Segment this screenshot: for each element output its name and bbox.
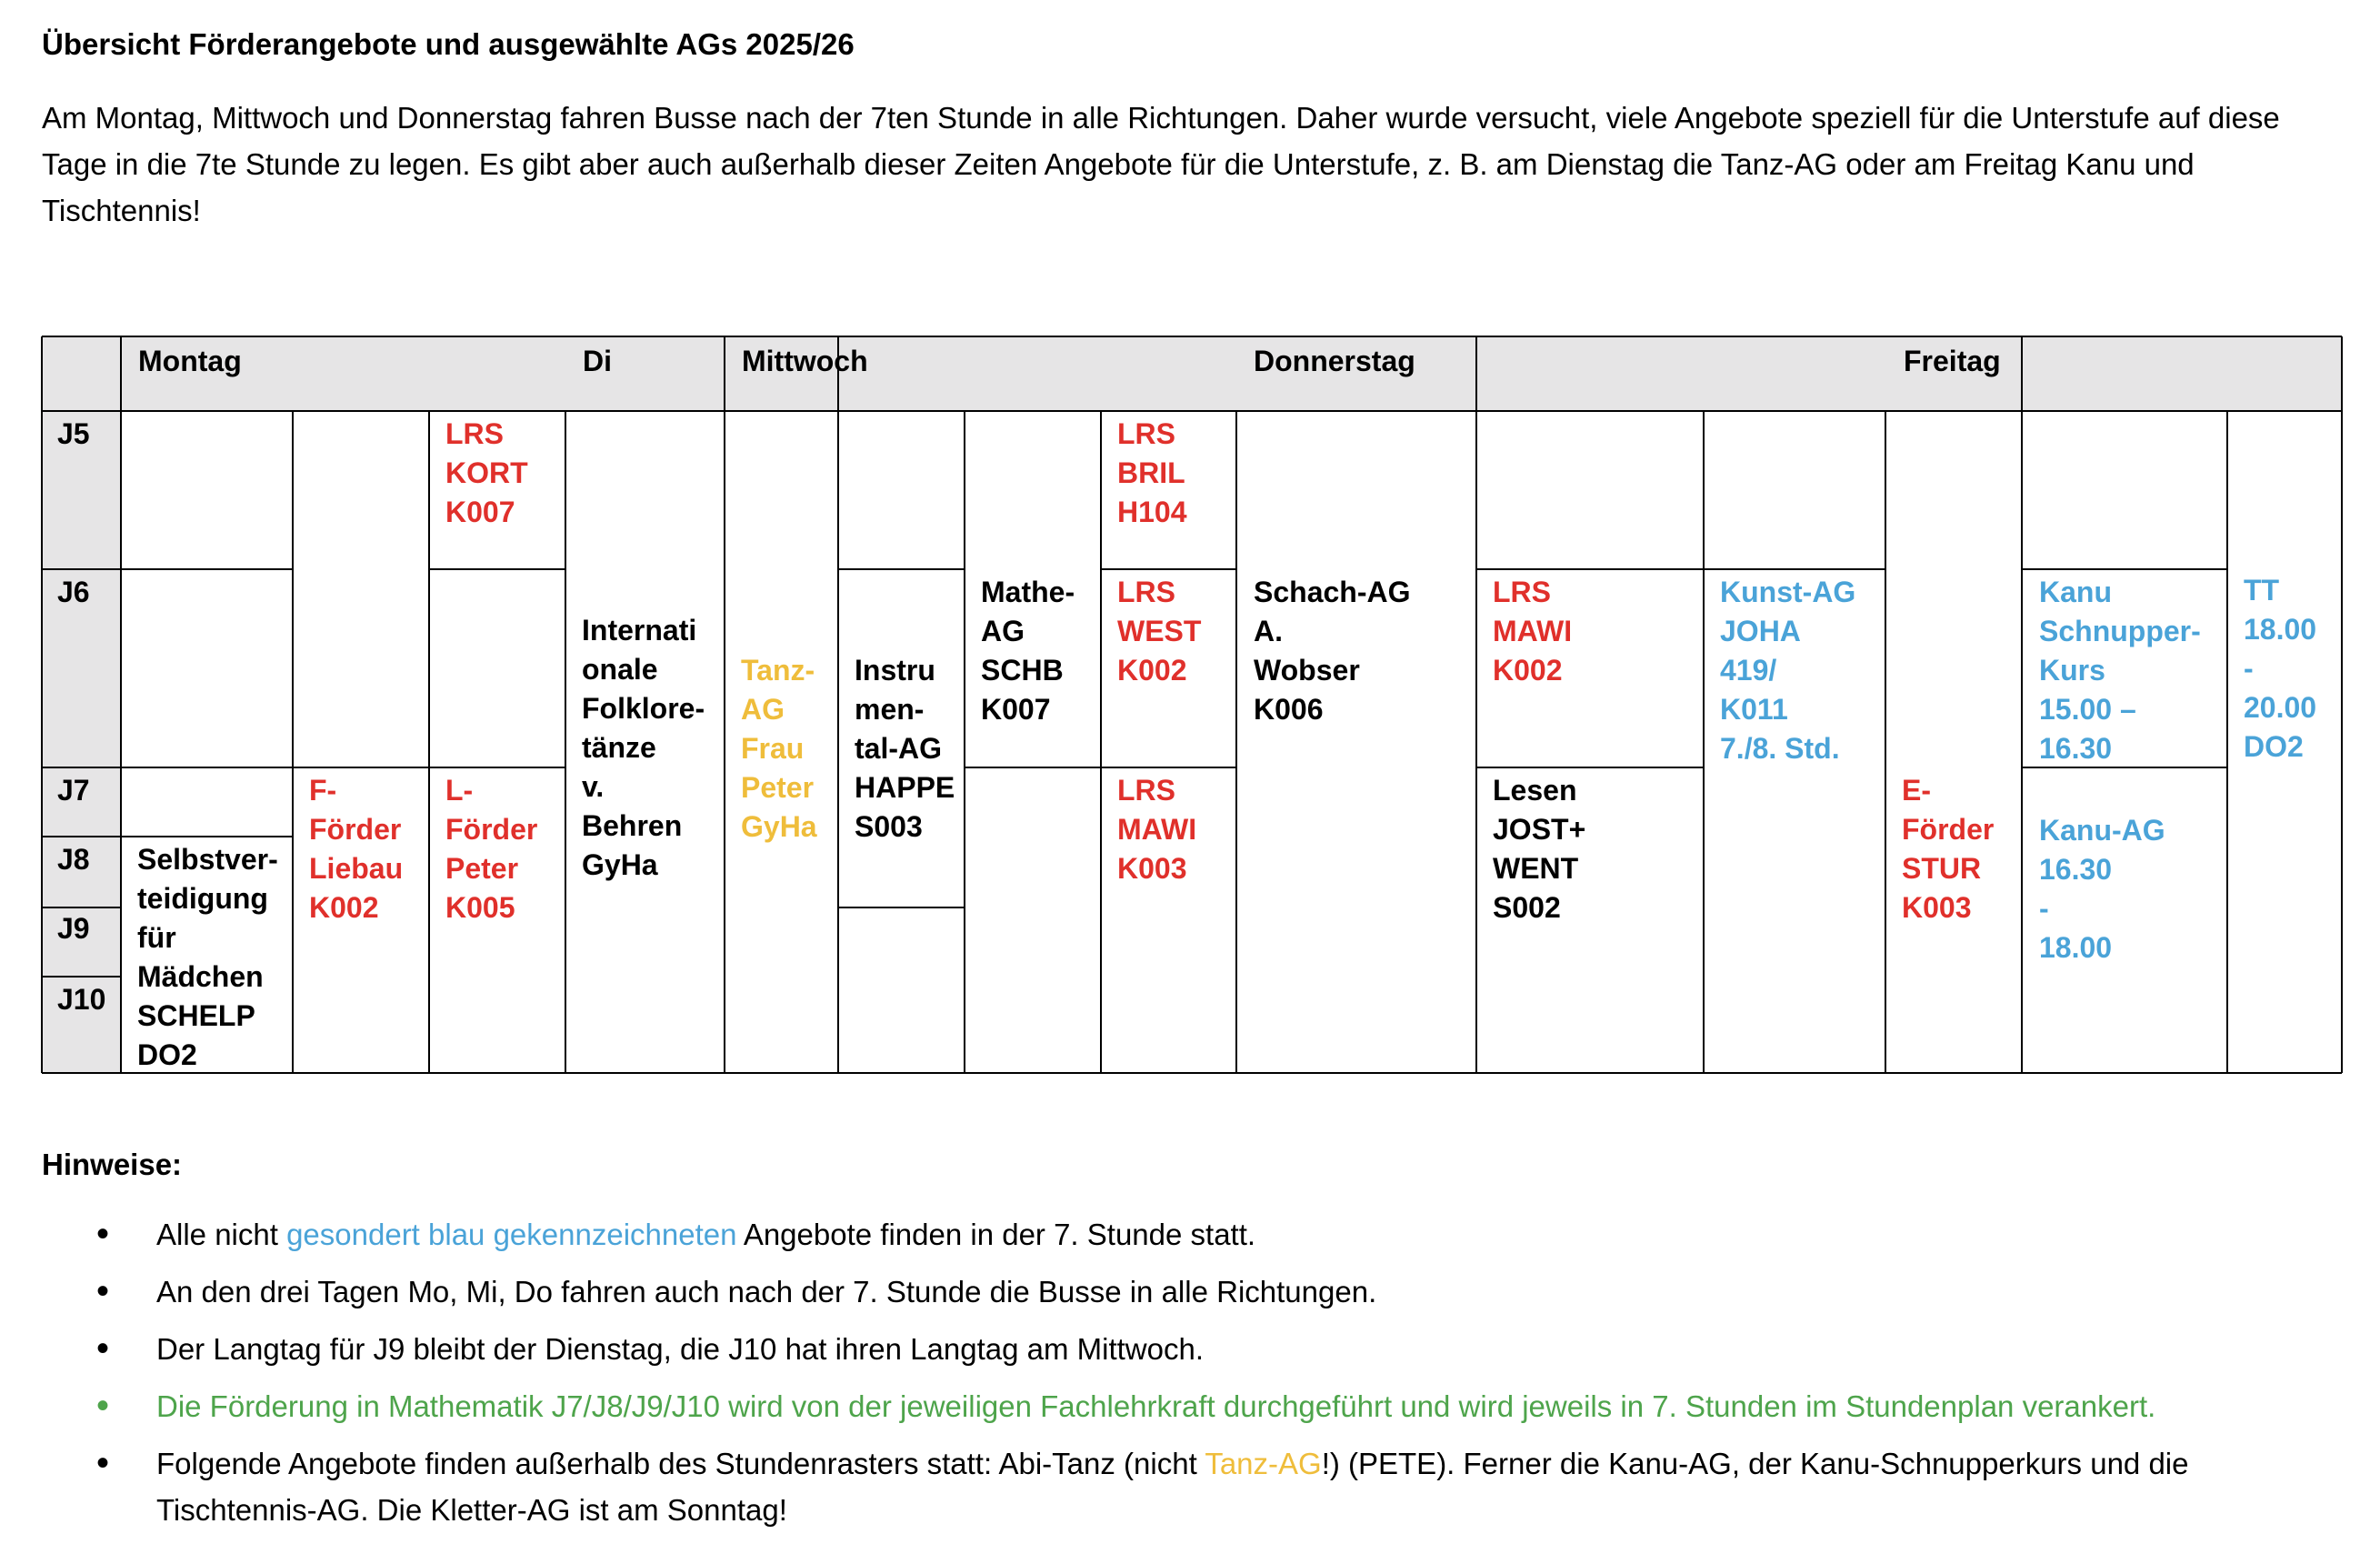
- hinweis-item: • An den drei Tagen Mo, Mi, Do fahren auch nach der 7. Stunde die Busse in alle Richtungen.: [42, 1268, 2351, 1315]
- offer-line: TT: [2244, 574, 2280, 607]
- hinweis-item: • Folgende Angebote finden außerhalb des Stundenrasters statt: Abi-Tanz (nicht Tanz-AG!) (PETE). Ferner die Kanu-AG, der Kanu-Schnupperkurs und die Tischtennis-AG. Die Kletter-AG ist am Sonntag!: [42, 1440, 2351, 1533]
- day-header-mo: Montag: [138, 345, 242, 377]
- offer-line: JOST+: [1493, 813, 1586, 846]
- offer-line: Kanu-AG: [2039, 814, 2165, 847]
- offer-lesen: [1493, 774, 1585, 924]
- offer-line: Mädchen: [137, 960, 264, 993]
- offer-line: onale: [582, 653, 658, 686]
- offer-line: K003: [1902, 891, 1972, 924]
- grade-label-j6: J6: [57, 576, 90, 608]
- offer-line: teidigung: [137, 882, 268, 915]
- offer-line: MAWI: [1493, 615, 1573, 647]
- offer-line: Selbstver-: [137, 843, 278, 876]
- offer-line: -: [2039, 892, 2049, 925]
- hinweise-heading: Hinweise:: [42, 1148, 183, 1181]
- offer-line: Schach-AG: [1254, 576, 1411, 608]
- offer-line: 18.00: [2039, 931, 2113, 964]
- offer-line: men-: [855, 693, 925, 726]
- offer-line: LRS: [1493, 576, 1551, 608]
- offer-line: Förder: [1902, 813, 1995, 846]
- offer-tanz-ag: [741, 654, 817, 843]
- offer-line: Schnupper-: [2039, 615, 2201, 647]
- offer-schach-ag: [1254, 576, 1410, 726]
- offer-line: K006: [1254, 693, 1324, 726]
- offer-line: E-: [1902, 774, 1931, 807]
- offer-line: Behren: [582, 809, 683, 842]
- offer-line: tal-AG: [855, 732, 942, 765]
- offer-line: 419/: [1720, 654, 1777, 687]
- grade-column-bg: [42, 411, 121, 1073]
- offer-line: Wobser: [1254, 654, 1360, 687]
- offer-line: Peter: [445, 852, 519, 885]
- offer-line: v.: [582, 770, 605, 803]
- grade-label-j10: J10: [57, 983, 106, 1016]
- offer-line: K002: [1493, 654, 1563, 687]
- offer-line: L-: [445, 774, 474, 807]
- offer-folkloretaenze: [582, 614, 705, 881]
- offer-line: Frau: [741, 732, 805, 765]
- offer-line: STUR: [1902, 852, 1982, 885]
- offer-line: Folklore-: [582, 692, 705, 725]
- offer-line: WEST: [1117, 615, 1202, 647]
- grade-label-j5: J5: [57, 417, 90, 450]
- intro-paragraph: Am Montag, Mittwoch und Donnerstag fahren Busse nach der 7ten Stunde in alle Richtungen. Daher wurde versucht, viele Angebote speziell für die Unterstufe auf diese Tage in die 7te Stunde zu legen. Es gibt aber auch außerhalb dieser Zeiten Angebote für die Unterstufe, z. B. am Dienstag die Tanz-AG oder am Freitag Kanu und Tischtennis!: [42, 101, 2280, 227]
- offer-f-foerder: [309, 774, 403, 924]
- hinweise-list: [42, 1211, 2351, 1544]
- offer-line: JOHA: [1720, 615, 1801, 647]
- hinweis-item-mathe: • Die Förderung in Mathematik J7/J8/J9/J10 wird von der jeweiligen Fachlehrkraft durchgeführt und wird jeweils in 7. Stunden im Stundenplan verankert.: [42, 1383, 2351, 1429]
- offer-line: 16.30: [2039, 853, 2113, 886]
- offer-line: K002: [1117, 654, 1187, 687]
- offer-line: Kanu: [2039, 576, 2112, 608]
- offer-line: GyHa: [582, 848, 658, 881]
- offer-line: Förder: [445, 813, 538, 846]
- offer-line: LRS: [1117, 417, 1175, 450]
- offer-line: Internati: [582, 614, 697, 647]
- offer-line: tänze: [582, 731, 656, 764]
- offer-lrs-kort: [445, 417, 528, 528]
- day-header-mi: Mittwoch: [742, 345, 868, 377]
- offer-selbstverteidigung: [137, 843, 278, 1071]
- offer-line: K007: [981, 693, 1051, 726]
- offer-line: A.: [1254, 615, 1283, 647]
- offer-line: K011: [1720, 693, 1788, 726]
- offer-line: SCHELP: [137, 999, 255, 1032]
- day-header-fr: Freitag: [1904, 345, 2001, 377]
- offer-line: 15.00 –: [2039, 693, 2136, 726]
- offer-line: K005: [445, 891, 515, 924]
- offer-lrs-mawi-mi: [1117, 774, 1196, 885]
- hinweis-item: • Der Langtag für J9 bleibt der Dienstag, die J10 hat ihren Langtag am Mittwoch.: [42, 1326, 2351, 1372]
- offer-line: Kurs: [2039, 654, 2105, 687]
- offer-line: Förder: [309, 813, 402, 846]
- offer-line: -: [2244, 652, 2254, 685]
- offer-line: S002: [1493, 891, 1561, 924]
- offer-line: 16.30: [2039, 732, 2113, 765]
- offer-line: Liebau: [309, 852, 404, 885]
- offer-mathe-ag: [981, 576, 1075, 726]
- offer-lrs-west: [1117, 576, 1202, 687]
- offer-lrs-mawi-do: [1493, 576, 1572, 687]
- offer-line: Kunst-AG: [1720, 576, 1856, 608]
- offer-line: Mathe-: [981, 576, 1075, 608]
- offer-lrs-bril: [1117, 417, 1187, 528]
- offer-line: KORT: [445, 456, 528, 489]
- offer-line: LRS: [445, 417, 504, 450]
- offer-line: S003: [855, 810, 923, 843]
- grade-label-j8: J8: [57, 843, 90, 876]
- offer-line: HAPPE: [855, 771, 955, 804]
- offer-line: Peter: [741, 771, 815, 804]
- offer-line: DO2: [2244, 730, 2304, 763]
- grade-label-j7: J7: [57, 774, 90, 807]
- day-header-do: Donnerstag: [1254, 345, 1415, 377]
- offer-l-foerder: [445, 774, 537, 924]
- offer-line: SCHB: [981, 654, 1064, 687]
- offer-line: WENT: [1493, 852, 1579, 885]
- offer-line: für: [137, 921, 176, 954]
- offer-line: K007: [445, 496, 515, 528]
- offer-line: GyHa: [741, 810, 817, 843]
- page-title: Übersicht Förderangebote und ausgewählte AGs 2025/26: [42, 27, 855, 61]
- offer-line: Instru: [855, 654, 935, 687]
- day-header-di: Di: [583, 345, 612, 377]
- offer-line: K002: [309, 891, 379, 924]
- offer-line: 18.00: [2244, 613, 2317, 646]
- offer-line: AG: [741, 693, 785, 726]
- offer-line: BRIL: [1117, 456, 1185, 489]
- offer-kunst-ag: [1720, 576, 1855, 765]
- offer-line: LRS: [1117, 576, 1175, 608]
- grade-label-j9: J9: [57, 912, 90, 945]
- offer-line: H104: [1117, 496, 1187, 528]
- offer-line: K003: [1117, 852, 1187, 885]
- offer-line: 20.00: [2244, 691, 2317, 724]
- offer-tischtennis: [2244, 574, 2316, 763]
- offer-line: Lesen: [1493, 774, 1577, 807]
- offer-line: F-: [309, 774, 337, 807]
- offer-line: AG: [981, 615, 1025, 647]
- offer-line: DO2: [137, 1038, 197, 1071]
- offer-line: Tanz-: [741, 654, 815, 687]
- offer-kanu-schnupper: [2039, 576, 2201, 765]
- offer-kanu-ag: [2039, 814, 2165, 964]
- offer-line: 7./8. Std.: [1720, 732, 1840, 765]
- hinweis-item: • Alle nicht gesondert blau gekennzeichneten Angebote finden in der 7. Stunde statt.: [42, 1211, 2351, 1258]
- offer-line: MAWI: [1117, 813, 1197, 846]
- offer-e-foerder: [1902, 774, 1994, 924]
- offer-line: LRS: [1117, 774, 1175, 807]
- offer-instrumental-ag: [855, 654, 955, 843]
